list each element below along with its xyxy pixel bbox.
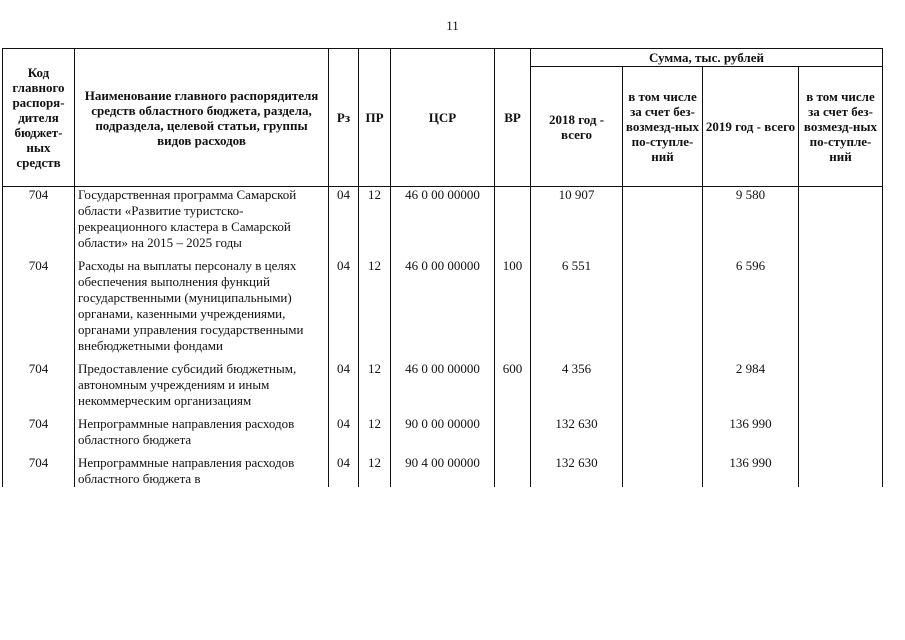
cell-free-2019 (799, 455, 883, 487)
header-2018-total: 2018 год - всего (531, 67, 623, 187)
cell-free-2019 (799, 416, 883, 455)
cell-csr: 90 0 00 00000 (391, 416, 495, 455)
cell-csr: 46 0 00 00000 (391, 187, 495, 259)
cell-total-2018: 4 356 (531, 361, 623, 416)
cell-name: Предоставление субсидий бюджетным, автономным учреждениям и иным некоммерческим организациям (75, 361, 329, 416)
cell-vr: 100 (495, 258, 531, 361)
cell-free-2018 (623, 416, 703, 455)
table-header (3, 49, 883, 187)
table-row (3, 258, 883, 361)
table-row (3, 187, 883, 259)
cell-name: Расходы на выплаты персоналу в целях обеспечения выполнения функций государственными (муниципальными) органами, казенными учреждениями, органами управления государственными внебюджетными фондами (75, 258, 329, 361)
cell-total-2018: 6 551 (531, 258, 623, 361)
cell-total-2018: 132 630 (531, 416, 623, 455)
cell-pr: 12 (359, 361, 391, 416)
table-row (3, 455, 883, 487)
cell-rz: 04 (329, 187, 359, 259)
cell-free-2018 (623, 361, 703, 416)
cell-rz: 04 (329, 361, 359, 416)
page-number: 11 (446, 18, 459, 33)
cell-pr: 12 (359, 455, 391, 487)
cell-code: 704 (3, 416, 75, 455)
cell-vr (495, 455, 531, 487)
cell-free-2019 (799, 187, 883, 259)
header-code: Код главного распоря-дителя бюджет-ных средств (3, 49, 75, 187)
cell-csr: 46 0 00 00000 (391, 361, 495, 416)
cell-code: 704 (3, 455, 75, 487)
header-pr: ПР (359, 49, 391, 187)
cell-vr: 600 (495, 361, 531, 416)
cell-pr: 12 (359, 187, 391, 259)
cell-free-2018 (623, 258, 703, 361)
cell-free-2018 (623, 455, 703, 487)
cell-code: 704 (3, 258, 75, 361)
cell-total-2018: 10 907 (531, 187, 623, 259)
cell-name: Непрограммные направления расходов областного бюджета в (75, 455, 329, 487)
cell-csr: 46 0 00 00000 (391, 258, 495, 361)
cell-total-2018: 132 630 (531, 455, 623, 487)
cell-total-2019: 2 984 (703, 361, 799, 416)
cell-csr: 90 4 00 00000 (391, 455, 495, 487)
header-vr: ВР (495, 49, 531, 187)
cell-code: 704 (3, 361, 75, 416)
cell-free-2019 (799, 361, 883, 416)
table-body (3, 187, 883, 488)
cell-total-2019: 136 990 (703, 416, 799, 455)
cell-total-2019: 6 596 (703, 258, 799, 361)
cell-rz: 04 (329, 455, 359, 487)
cell-rz: 04 (329, 416, 359, 455)
cell-code: 704 (3, 187, 75, 259)
cell-vr (495, 187, 531, 259)
table-row (3, 361, 883, 416)
header-sum-group: Сумма, тыс. рублей (531, 49, 883, 67)
table-row (3, 416, 883, 455)
cell-free-2018 (623, 187, 703, 259)
cell-free-2019 (799, 258, 883, 361)
cell-pr: 12 (359, 416, 391, 455)
cell-total-2019: 136 990 (703, 455, 799, 487)
header-2019-total: 2019 год - всего (703, 67, 799, 187)
cell-rz: 04 (329, 258, 359, 361)
cell-total-2019: 9 580 (703, 187, 799, 259)
cell-name: Непрограммные направления расходов областного бюджета (75, 416, 329, 455)
header-2018-free: в том числе за счет без-возмезд-ных по-ступле-ний (623, 67, 703, 187)
cell-pr: 12 (359, 258, 391, 361)
cell-name: Государственная программа Самарской области «Развитие туристско-рекреационного кластера в Самарской области» на 2015 – 2025 годы (75, 187, 329, 259)
header-name: Наименование главного распорядителя средств областного бюджета, раздела, подраздела, целевой статьи, группы видов расходов (75, 49, 329, 187)
header-csr: ЦСР (391, 49, 495, 187)
header-2019-free: в том числе за счет без-возмезд-ных по-ступле-ний (799, 67, 883, 187)
budget-table (2, 48, 883, 487)
header-rz: Рз (329, 49, 359, 187)
cell-vr (495, 416, 531, 455)
